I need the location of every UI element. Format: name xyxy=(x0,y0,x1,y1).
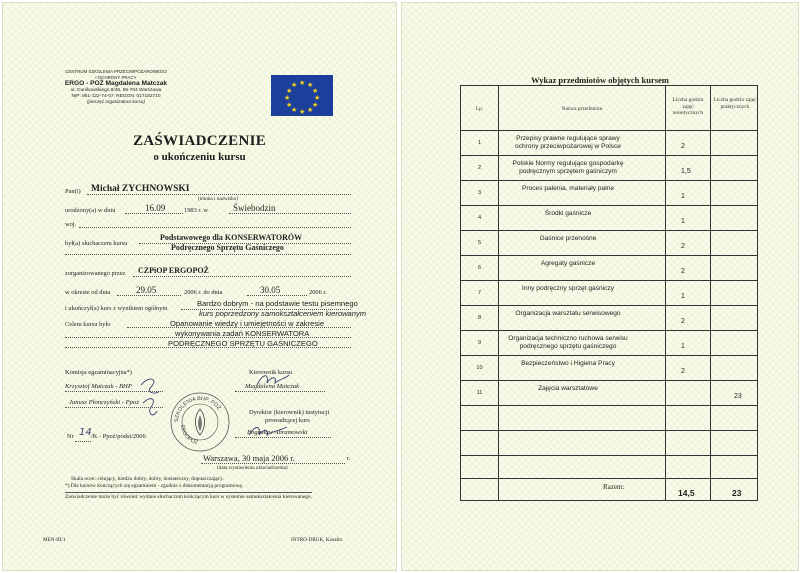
table-cell-subject-name: Zajęcia warsztatowe xyxy=(538,385,598,392)
subjects-page xyxy=(401,2,799,571)
certificate-subtitle: o ukończeniu kursu xyxy=(153,151,246,163)
header-practice: Liczba godzin zajęć praktycznych xyxy=(713,97,757,110)
goal-line3: PODRĘCZNEGO SPRZĘTU GAŚNICZEGO xyxy=(168,339,318,348)
born-year-suffix: 1983 r. w xyxy=(184,207,208,214)
table-cell-lp: 2 xyxy=(477,165,482,171)
table-cell-lp: 5 xyxy=(477,240,482,246)
table-rule xyxy=(461,130,757,131)
table-cell-theory-hours: 1 xyxy=(681,218,685,225)
organized-value: CZPiOP ERGOPOŻ xyxy=(138,266,209,275)
seal-arc-top: SZKOLENIA BHP, POŻ. xyxy=(173,395,223,423)
organizer-name-line1: CENTRUM SZKOLENIA PRZECIWPOŻAROWEGO xyxy=(65,69,167,74)
table-cell-theory-hours: 1 xyxy=(681,343,685,350)
note-exam: *) Dla kursów kończących się egzaminem - zgodnie z dokumentacją programową. xyxy=(65,483,243,489)
table-rule xyxy=(461,180,757,181)
header-theory: Liczba godzin zajęć teoretycznych xyxy=(672,97,704,117)
result-label: i ukończył(a) kurs z wynikiem ogólnym xyxy=(65,305,168,312)
table-cell-practice-hours: 23 xyxy=(734,393,742,400)
table-cell-subject-name: Inny podręczny sprzęt gaśniczy xyxy=(522,285,614,292)
period-mid: 2006 r. do dnia xyxy=(184,289,223,296)
eu-flag-icon: ★ ★ ★ ★ ★ ★ ★ ★ ★ ★ ★ ★ xyxy=(271,75,333,116)
voivodeship-label: woj. xyxy=(65,221,77,228)
table-cell-theory-hours: 2 xyxy=(681,368,685,375)
director-signature-icon xyxy=(247,423,291,441)
header-lp: Lp. xyxy=(475,106,484,112)
table-rule xyxy=(461,230,757,231)
table-rule xyxy=(461,355,757,356)
number-suffix: /K - Ppoż/podst/2006 xyxy=(91,433,146,440)
manager-label: Kierownik kursu xyxy=(249,369,293,376)
period-from: 29.05 xyxy=(136,285,157,295)
table-rule xyxy=(461,255,757,256)
director-label-line1: Dyrektor (kierownik) instytucji xyxy=(249,409,330,416)
commission-signature-icon xyxy=(135,373,165,423)
organizer-ids: NIP: 951-122-74-07, REGON: 017182710 xyxy=(71,93,161,99)
printer-imprint: INTRO-DRUK, Kosalin xyxy=(291,537,343,543)
person-label: Pan(i) xyxy=(65,188,81,195)
goal-line2: wykonywania zadań KONSERWATORA xyxy=(175,329,310,338)
born-label: urodzony(a) w dniu xyxy=(65,207,116,214)
born-date: 16.09 xyxy=(145,203,166,213)
table-cell-theory-hours: 2 xyxy=(681,268,685,275)
table-cell-lp: 7 xyxy=(477,290,482,296)
table-rule xyxy=(461,478,757,479)
place-date-end: r. xyxy=(347,455,351,462)
course-label: był(a) słuchaczem kursu xyxy=(65,240,128,247)
subjects-title: Wykaz przedmiotów objętych kursem xyxy=(531,75,669,85)
table-cell-lp: 10 xyxy=(476,365,483,371)
table-cell-subject-name: Proces palenia, materiały palne xyxy=(522,185,614,192)
born-place: Świebodzin xyxy=(233,203,276,213)
person-value: Michał ZYCHNOWSKI xyxy=(91,184,190,194)
goal-label: Celem kursu było xyxy=(65,321,111,328)
table-cell-subject-name: Agregaty gaśnicze xyxy=(540,260,596,267)
commission-member1: Krzysztof Matczak - BHP xyxy=(65,383,132,390)
total-practice: 23 xyxy=(732,488,742,498)
table-cell-lp: 8 xyxy=(477,315,482,321)
place-date-caption: (data wystawienia zaświadczenia) xyxy=(217,465,288,471)
person-caption: (imona i nazwisko) xyxy=(198,196,239,202)
table-rule xyxy=(461,430,757,431)
table-cell-lp: 11 xyxy=(476,390,483,396)
seal-arc-bottom: ERGOPOŻ xyxy=(178,424,199,446)
number-handwritten: 14 xyxy=(79,427,92,438)
table-cell-lp: 4 xyxy=(477,215,482,221)
header-name: Nazwa przedmiotu xyxy=(561,106,603,112)
table-cell-subject-name: Organizacja techniczno ruchowa serwisu podręcznego sprzętu gaśniczego xyxy=(508,335,628,350)
table-rule xyxy=(461,155,757,156)
table-rule xyxy=(461,305,757,306)
table-rule xyxy=(461,380,757,381)
table-cell-lp: 1 xyxy=(477,140,482,146)
table-cell-theory-hours: 1 xyxy=(681,293,685,300)
organizer-address: ul. Dunikowskiego 8/46, 65-704 Warszawa xyxy=(70,88,162,94)
table-rule xyxy=(461,330,757,331)
organizer-name-line2: I OCHRONY PRACY xyxy=(95,74,137,80)
manager-name: Magdalena Matczak xyxy=(245,383,300,390)
certificate-title: ZAŚWIADCZENIE xyxy=(132,133,267,149)
commission-label: Komisja egzaminacyjna*) xyxy=(65,369,132,376)
table-cell-subject-name: Przepisy prawne regulujące sprawy ochrony przeciwpożarowej w Polsce xyxy=(515,135,621,150)
table-cell-lp: 9 xyxy=(477,340,482,346)
table-cell-theory-hours: 2 xyxy=(681,243,685,250)
period-label: w okresie od dnia xyxy=(65,289,111,296)
table-cell-subject-name: Organizacja warsztatu serwisowego xyxy=(515,310,621,317)
director-name: Bogusław Abramowski xyxy=(247,429,308,436)
round-seal-icon xyxy=(169,391,231,453)
table-cell-subject-name: Gaśnice przenośne xyxy=(539,235,597,242)
table-rule xyxy=(461,205,757,206)
period-to: 30.05 xyxy=(260,285,281,295)
period-end: 2006 r. xyxy=(309,289,327,296)
table-cell-lp: 6 xyxy=(477,265,482,271)
table-cell-subject-name: Bezpieczeństwo i Higiena Pracy xyxy=(521,360,615,367)
director-label-line2: prowadzącej kurs xyxy=(265,417,310,424)
result-line2: kurs poprzedzony samokształceniem kierowanym xyxy=(199,309,367,318)
organizer-caption: (pieczęć organizatora kursu) xyxy=(87,99,145,105)
table-cell-subject-name: Polskie Normy regulujące gospodarkę podręcznym sprzętem gaśniczym xyxy=(512,160,624,175)
table-cell-subject-name: Środki gaśnicze xyxy=(544,210,592,217)
table-rule xyxy=(461,455,757,456)
table-rule xyxy=(461,405,757,406)
organizer-brand: ERGO - POŻ Magdalena Matczak xyxy=(64,80,168,88)
result-line1: Bardzo dobrym - na podstawie testu pisemnego xyxy=(197,299,358,308)
organizer-stamp xyxy=(61,69,171,105)
table-cell-lp: 3 xyxy=(477,190,482,196)
course-line2: Podręcznego Sprzętu Gaśniczego xyxy=(171,243,284,252)
table-rule xyxy=(461,280,757,281)
goal-line1: Opanowanie wiedzy i umiejętności w zakresie xyxy=(170,319,325,328)
course-line1: Podstawowego dla KONSERWATORÓW xyxy=(160,233,303,242)
manager-signature-icon xyxy=(253,369,293,391)
total-theory: 14,5 xyxy=(678,488,695,498)
form-code: MEN-III/1 xyxy=(43,537,66,543)
note-self-study: Zaświadczenie może być również wydane słuchaczom kończącym kurs w systemie samokształcenia kierowanego. xyxy=(65,494,312,500)
table-cell-theory-hours: 1 xyxy=(681,193,685,200)
table-cell-theory-hours: 1,5 xyxy=(681,168,691,175)
commission-member2: Janusz Płonczyński - Ppoż xyxy=(69,399,139,406)
table-cell-theory-hours: 2 xyxy=(681,318,685,325)
subjects-table xyxy=(460,85,758,501)
certificate-page xyxy=(2,2,397,571)
table-cell-theory-hours: 2 xyxy=(681,143,685,150)
organized-label: zorganizowanego przez xyxy=(65,270,126,277)
place-date: Warszawa, 30 maja 2006 r. xyxy=(203,453,295,463)
note-scale: Skala ocen: celujący, bardzo dobry, dobry, dostateczny, dopuszczający. xyxy=(71,476,224,482)
number-prefix: Nr xyxy=(67,433,74,440)
total-label: Razem: xyxy=(603,483,625,491)
